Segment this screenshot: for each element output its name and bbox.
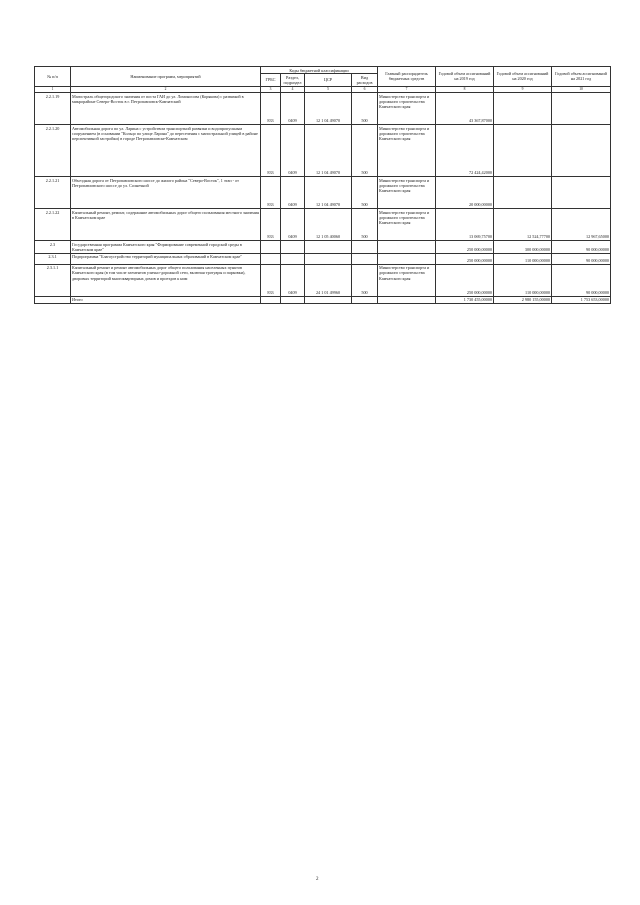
header-grbs: ГРБС bbox=[261, 74, 281, 87]
row-admin: Министерство транспорта и дорожного строительства Камчатского края bbox=[378, 264, 436, 296]
col-index: 6 bbox=[352, 86, 378, 92]
row-name: Государственная программа Камчатского края "Формирование современной городской среды в Камчатском крае" bbox=[71, 241, 261, 254]
row-csr: 12 1 04 49070 bbox=[305, 125, 352, 177]
col-index: 3 bbox=[261, 86, 281, 92]
row-2020 bbox=[494, 93, 552, 125]
row-csr: 12 1 04 49070 bbox=[305, 177, 352, 209]
row-2020: 300 000,00000 bbox=[494, 241, 552, 254]
row-2020: 110 000,00000 bbox=[494, 253, 552, 264]
row-csr: 12 1 05 40060 bbox=[305, 209, 352, 241]
total-empty bbox=[35, 296, 71, 303]
row-2021: 12 967,65000 bbox=[552, 209, 611, 241]
row-num: 2.3.1 bbox=[35, 253, 71, 264]
total-empty bbox=[261, 296, 281, 303]
table-row bbox=[35, 253, 611, 264]
row-2020: 110 000,00000 bbox=[494, 264, 552, 296]
row-num: 2.3 bbox=[35, 241, 71, 254]
header-csr: ЦСР bbox=[305, 74, 352, 87]
row-vr: 500 bbox=[352, 93, 378, 125]
table-row bbox=[35, 264, 611, 296]
col-index: 2 bbox=[71, 86, 261, 92]
row-admin: Министерство транспорта и дорожного строительства Камчатского края bbox=[378, 93, 436, 125]
header-num: № п/п bbox=[35, 67, 71, 87]
row-razdel bbox=[281, 241, 305, 254]
total-2020: 2 980 155,00000 bbox=[494, 296, 552, 303]
row-name: Капитальный ремонт и ремонт автомобильных дорог общего пользования населенных пунктов Камчатского края (в том числе элементов улично-дорожной сети, включая тротуары и парковки), дворовых территорий многоквартирных домов и проездов к ним bbox=[71, 264, 261, 296]
row-grbs: 833 bbox=[261, 93, 281, 125]
col-index: 5 bbox=[305, 86, 352, 92]
row-2020 bbox=[494, 177, 552, 209]
total-row bbox=[35, 296, 611, 303]
row-grbs: 833 bbox=[261, 177, 281, 209]
row-vr: 500 bbox=[352, 209, 378, 241]
total-empty bbox=[305, 296, 352, 303]
header-codes-group: Коды бюджетной классификации bbox=[261, 67, 378, 74]
row-2019: 43 367,87000 bbox=[436, 93, 494, 125]
row-2021 bbox=[552, 125, 611, 177]
row-vr: 500 bbox=[352, 264, 378, 296]
total-empty bbox=[281, 296, 305, 303]
header-razdel: Раздел, подраздел bbox=[281, 74, 305, 87]
row-csr bbox=[305, 241, 352, 254]
row-num: 2.3.1.1 bbox=[35, 264, 71, 296]
row-2019: 72 424,42000 bbox=[436, 125, 494, 177]
header-2019: Годовой объем ассигнований на 2019 год bbox=[436, 67, 494, 87]
row-2020: 12 524,77700 bbox=[494, 209, 552, 241]
total-2021: 1 753 653,00000 bbox=[552, 296, 611, 303]
row-vr: 500 bbox=[352, 125, 378, 177]
row-admin bbox=[378, 241, 436, 254]
row-vr bbox=[352, 241, 378, 254]
table-row bbox=[35, 209, 611, 241]
row-admin bbox=[378, 253, 436, 264]
row-num: 2.2.1.21 bbox=[35, 177, 71, 209]
row-vr bbox=[352, 253, 378, 264]
row-2019: 20 000,00000 bbox=[436, 177, 494, 209]
row-2019: 250 000,00000 bbox=[436, 241, 494, 254]
row-2020 bbox=[494, 125, 552, 177]
row-2021: 90 000,00000 bbox=[552, 264, 611, 296]
row-csr bbox=[305, 253, 352, 264]
total-empty bbox=[352, 296, 378, 303]
table-row bbox=[35, 125, 611, 177]
col-index: 7 bbox=[378, 86, 436, 92]
table-row bbox=[35, 241, 611, 254]
row-name: Подпрограмма "Благоустройство территорий муниципальных образований в Камчатском крае" bbox=[71, 253, 261, 264]
row-csr: 24 1 01 49960 bbox=[305, 264, 352, 296]
row-name: Магистраль общегородского значения от поста ГАИ до ул. Ломоносова (Корякова) с развязкой в микрорайоне Северо-Восток в г. Петропавловск-Камчатский bbox=[71, 93, 261, 125]
row-razdel: 0409 bbox=[281, 264, 305, 296]
col-index: 4 bbox=[281, 86, 305, 92]
row-grbs bbox=[261, 241, 281, 254]
page-number: 2 bbox=[316, 877, 319, 882]
total-2019: 1 730 455,00000 bbox=[436, 296, 494, 303]
col-index: 8 bbox=[436, 86, 494, 92]
row-razdel: 0409 bbox=[281, 209, 305, 241]
row-2021: 90 000,00000 bbox=[552, 253, 611, 264]
header-2020: Годовой объем ассигнований на 2020 год bbox=[494, 67, 552, 87]
row-grbs: 833 bbox=[261, 209, 281, 241]
row-2019: 13 069,75700 bbox=[436, 209, 494, 241]
table-row bbox=[35, 177, 611, 209]
row-name: Автомобильная дорога по ул. Ларина с устройством транспортной развязки и водопропускным сооружением (в основании "Кольцо по улице Ларина" до пересечения с магистральной улицей в районе перспективной застройки) в городе Петропавловске-Камчатском bbox=[71, 125, 261, 177]
row-admin: Министерство транспорта и дорожного строительства Камчатского края bbox=[378, 209, 436, 241]
total-label: Итого bbox=[71, 296, 261, 303]
row-razdel: 0409 bbox=[281, 177, 305, 209]
row-razdel bbox=[281, 253, 305, 264]
table-row bbox=[35, 93, 611, 125]
col-index: 1 bbox=[35, 86, 71, 92]
row-admin: Министерство транспорта и дорожного строительства Камчатского края bbox=[378, 125, 436, 177]
header-vr: Вид расходов bbox=[352, 74, 378, 87]
row-csr: 12 1 04 49070 bbox=[305, 93, 352, 125]
row-name: Капитальный ремонт, ремонт, содержание автомобильных дорог общего пользования местного значения в Камчатском крае bbox=[71, 209, 261, 241]
col-index: 9 bbox=[494, 86, 552, 92]
row-vr: 500 bbox=[352, 177, 378, 209]
row-num: 2.2.1.20 bbox=[35, 125, 71, 177]
row-grbs bbox=[261, 253, 281, 264]
row-2019: 250 000,00000 bbox=[436, 253, 494, 264]
col-index: 10 bbox=[552, 86, 611, 92]
row-grbs: 833 bbox=[261, 264, 281, 296]
header-2021: Годовой объем ассигнований на 2021 год bbox=[552, 67, 611, 87]
row-num: 2.2.1.19 bbox=[35, 93, 71, 125]
row-admin: Министерство транспорта и дорожного строительства Камчатского края bbox=[378, 177, 436, 209]
total-empty bbox=[378, 296, 436, 303]
header-row-top bbox=[35, 67, 611, 74]
row-2019: 250 000,00000 bbox=[436, 264, 494, 296]
row-grbs: 833 bbox=[261, 125, 281, 177]
header-admin: Главный распорядитель бюджетных средств bbox=[378, 67, 436, 87]
budget-table bbox=[34, 66, 611, 304]
row-razdel: 0409 bbox=[281, 125, 305, 177]
row-razdel: 0409 bbox=[281, 93, 305, 125]
row-num: 2.2.1.22 bbox=[35, 209, 71, 241]
row-name: Объездная дорога от Петропавловского шоссе до жилого района "Северо-Восток", 1 этап - от Петропавловского шоссе до ул. Солнечной bbox=[71, 177, 261, 209]
row-2021 bbox=[552, 177, 611, 209]
row-2021: 90 000,00000 bbox=[552, 241, 611, 254]
header-name: Наименование программ, мероприятий bbox=[71, 67, 261, 87]
row-2021 bbox=[552, 93, 611, 125]
